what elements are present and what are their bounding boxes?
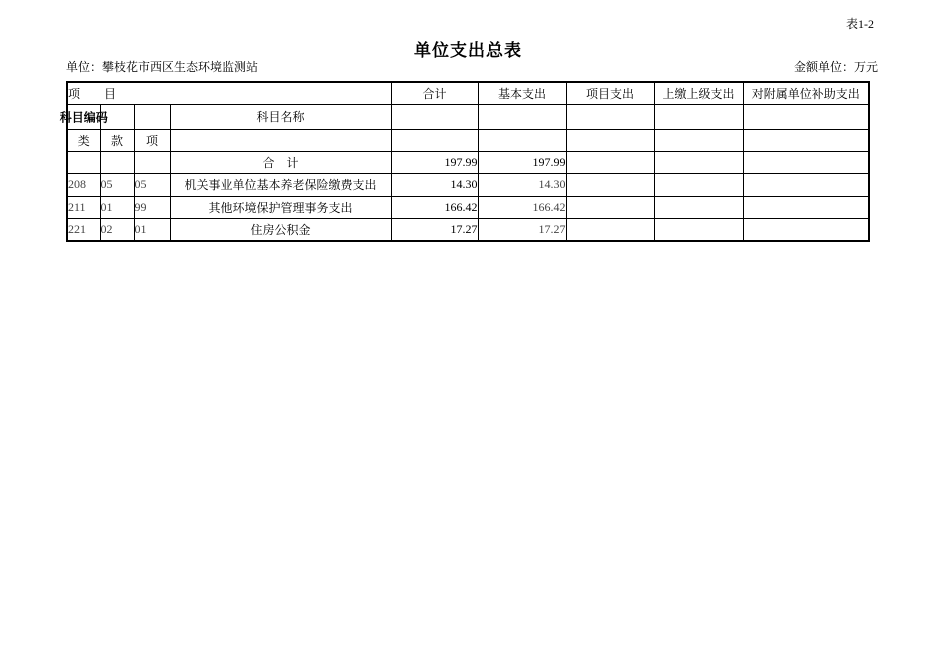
project-amount-cell [566,218,654,241]
empty-cell [566,129,654,151]
item-header-cell: 项 目 [67,82,391,104]
empty-cell [478,129,566,151]
code-section-cell: 02 [100,218,134,241]
section-header-cell: 款 [100,129,134,151]
empty-cell [743,129,869,151]
column-header-subsidy: 对附属单位补助支出 [743,82,869,104]
subsidy-amount-cell [743,196,869,218]
total-amount-cell: 14.30 [391,173,478,196]
code-item-cell: 01 [134,218,170,241]
expense-name-cell: 住房公积金 [170,218,391,241]
basic-amount-cell: 166.42 [478,196,566,218]
expense-name-cell: 其他环境保护管理事务支出 [170,196,391,218]
page-title: 单位支出总表 [414,41,522,60]
header-row-2 [67,104,869,129]
empty-cell [134,151,170,173]
amount-unit-label: 金额单位：万元 [793,60,878,74]
empty-cell [654,104,743,129]
subsidy-amount-cell [743,218,869,241]
empty-cell [67,151,100,173]
expenditure-summary-table [59,81,870,242]
total-name-cell: 合 计 [170,151,391,173]
total-amount-cell: 17.27 [391,218,478,241]
upper-level-amount-cell [654,218,743,241]
sheet-number: 表1-2 [846,17,874,31]
code-item-cell: 05 [134,173,170,196]
empty-cell [170,129,391,151]
upper-level-amount-cell [654,173,743,196]
empty-cell [654,129,743,151]
column-header-total: 合计 [391,82,478,104]
header-row-3 [67,129,869,151]
item-col-header-cell: 项 [134,129,170,151]
empty-cell [391,104,478,129]
column-header-upper-level: 上缴上级支出 [654,82,743,104]
project-amount-cell [566,173,654,196]
column-header-basic: 基本支出 [478,82,566,104]
subject-code-header-cell [59,104,108,129]
meta-line [66,60,878,75]
empty-cell [743,104,869,129]
header-row-1 [67,82,869,104]
unit-name-label: 单位：攀枝花市西区生态环境监测站 [66,60,259,74]
table-row [67,196,869,218]
upper-level-amount-cell [654,151,743,173]
grand-total-row [67,151,869,173]
subject-code-label: 科目编码 [59,110,108,124]
column-header-project: 项目支出 [566,82,654,104]
project-amount-cell [566,151,654,173]
empty-cell [100,151,134,173]
expense-name-cell: 机关事业单位基本养老保险缴费支出 [170,173,391,196]
code-class-cell: 208 [67,173,100,196]
project-amount-cell [566,196,654,218]
total-amount-cell: 197.99 [391,151,478,173]
class-header-cell: 类 [67,129,100,151]
basic-amount-cell: 17.27 [478,218,566,241]
upper-level-amount-cell [654,196,743,218]
total-amount-cell: 166.42 [391,196,478,218]
table-row [67,173,869,196]
basic-amount-cell: 14.30 [478,173,566,196]
empty-cell [134,104,170,129]
empty-cell [391,129,478,151]
table-row [67,218,869,241]
empty-cell [478,104,566,129]
subsidy-amount-cell [743,151,869,173]
code-class-cell: 211 [67,196,100,218]
empty-cell [566,104,654,129]
code-class-cell: 221 [67,218,100,241]
code-section-cell: 01 [100,196,134,218]
code-item-cell: 99 [134,196,170,218]
subsidy-amount-cell [743,173,869,196]
subject-name-header-cell: 科目名称 [170,104,391,129]
basic-amount-cell: 197.99 [478,151,566,173]
code-section-cell: 05 [100,173,134,196]
